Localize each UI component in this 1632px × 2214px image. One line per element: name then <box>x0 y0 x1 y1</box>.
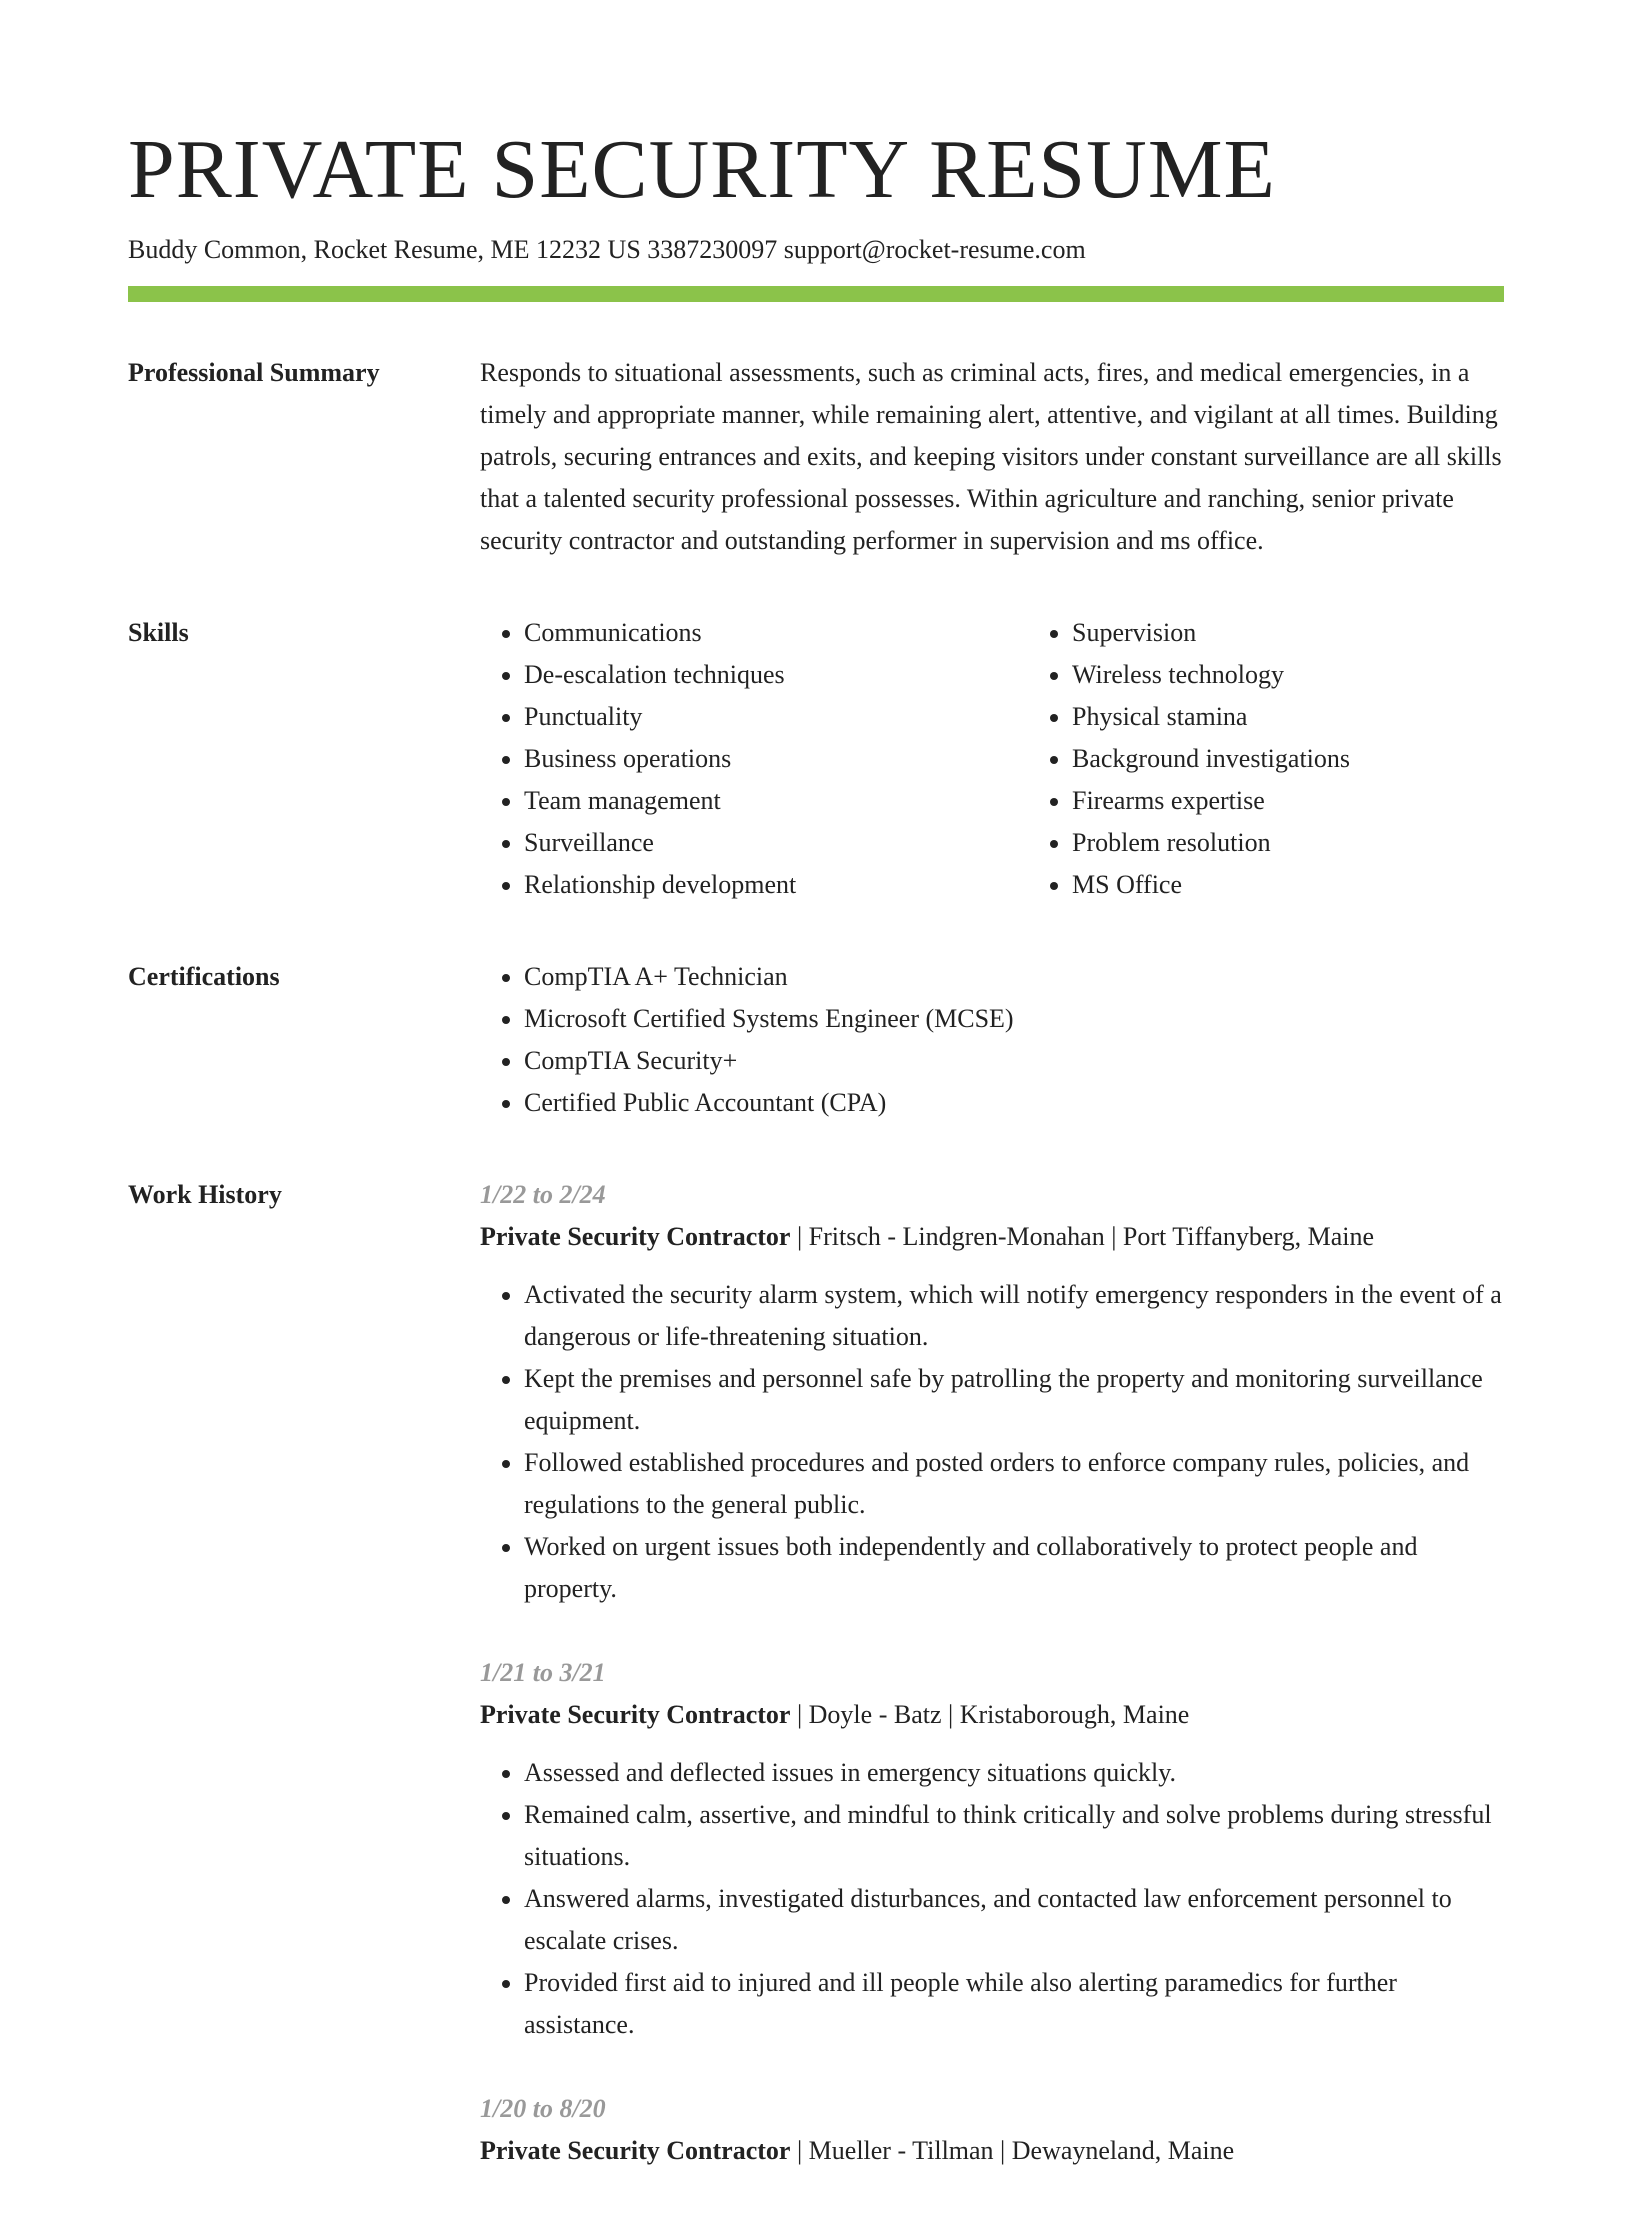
summary-section <box>128 352 1504 562</box>
job-heading <box>480 1694 1504 1736</box>
certification-item: • Certified Public Accountant (CPA) <box>524 1082 1504 1124</box>
certifications-section <box>128 956 1504 1124</box>
skill-item: • Supervision <box>1072 612 1576 654</box>
skill-item: • Surveillance <box>524 822 1028 864</box>
resume-page <box>128 0 1504 2214</box>
certification-item: • CompTIA Security+ <box>524 1040 1504 1082</box>
skills-list-right <box>1028 612 1576 906</box>
job-bullet: • Remained calm, assertive, and mindful to think critically and solve problems during stressful situations. <box>524 1794 1504 1878</box>
job-bullet: • Followed established procedures and posted orders to enforce company rules, policies, and regulations to the general public. <box>524 1442 1504 1526</box>
skill-item: • Communications <box>524 612 1028 654</box>
certifications-list <box>480 956 1504 1124</box>
skill-item: • Physical stamina <box>1072 696 1576 738</box>
skill-item: • MS Office <box>1072 864 1576 906</box>
accent-divider <box>128 286 1504 302</box>
job-dates: 1/21 to 3/21 <box>480 1658 606 1687</box>
resume-title: PRIVATE SECURITY RESUME <box>128 123 1276 216</box>
job-bullet: • Kept the premises and personnel safe by patrolling the property and monitoring surveillance equipment. <box>524 1358 1504 1442</box>
job-bullet: • Provided first aid to injured and ill people while also alerting paramedics for further assistance. <box>524 1962 1504 2046</box>
skill-item: • Business operations <box>524 738 1028 780</box>
job-bullet: • Activated the security alarm system, which will notify emergency responders in the event of a dangerous or life-threatening situation. <box>524 1274 1504 1358</box>
contact-line: Buddy Common, Rocket Resume, ME 12232 US 3387230097 support@rocket-resume.com <box>128 235 1086 264</box>
job-dates: 1/22 to 2/24 <box>480 1180 606 1209</box>
certification-item: • Microsoft Certified Systems Engineer (MCSE) <box>524 998 1504 1040</box>
job-bullets <box>480 1752 1504 2046</box>
job-entry <box>480 1174 1504 1610</box>
job-title: Private Security Contractor <box>480 1222 791 1251</box>
summary-text: Responds to situational assessments, such as criminal acts, fires, and medical emergencies, in a timely and appropriate manner, while remaining alert, attentive, and vigilant at all times. Building patrols, securing entrances and exits, and keeping visitors under constant surveillance are all skills that a talented security professional possesses. Within agriculture and ranching, senior private security contractor and outstanding performer in supervision and ms office. <box>480 358 1502 555</box>
work-history-section <box>128 1174 1504 2214</box>
job-bullets <box>480 1274 1504 1610</box>
job-entry <box>480 2088 1504 2172</box>
section-label-certifications: Certifications <box>128 962 280 991</box>
job-bullet: • Answered alarms, investigated disturbances, and contacted law enforcement personnel to escalate crises. <box>524 1878 1504 1962</box>
skill-item: • Relationship development <box>524 864 1028 906</box>
section-label-work-history: Work History <box>128 1180 282 1209</box>
skill-item: • Punctuality <box>524 696 1028 738</box>
skill-item: • Problem resolution <box>1072 822 1576 864</box>
job-employer-location: | Mueller - Tillman | Dewayneland, Maine <box>790 2136 1235 2165</box>
skill-item: • Background investigations <box>1072 738 1576 780</box>
job-dates: 1/20 to 8/20 <box>480 2094 606 2123</box>
job-employer-location: | Fritsch - Lindgren-Monahan | Port Tiffanyberg, Maine <box>790 1222 1375 1251</box>
job-title: Private Security Contractor <box>480 2136 791 2165</box>
skill-item: • Wireless technology <box>1072 654 1576 696</box>
section-label-summary: Professional Summary <box>128 358 380 387</box>
job-entry <box>480 1652 1504 2046</box>
skills-section <box>128 612 1504 906</box>
job-heading <box>480 2130 1504 2172</box>
certification-item: • CompTIA A+ Technician <box>524 956 1504 998</box>
section-label-skills: Skills <box>128 618 189 647</box>
job-bullet: • Assessed and deflected issues in emergency situations quickly. <box>524 1752 1504 1794</box>
skill-item: • De-escalation techniques <box>524 654 1028 696</box>
skill-item: • Firearms expertise <box>1072 780 1576 822</box>
skills-list-left <box>480 612 1028 906</box>
job-title: Private Security Contractor <box>480 1700 791 1729</box>
skill-item: • Team management <box>524 780 1028 822</box>
job-heading <box>480 1216 1504 1258</box>
job-bullet: • Worked on urgent issues both independently and collaboratively to protect people and property. <box>524 1526 1504 1610</box>
job-employer-location: | Doyle - Batz | Kristaborough, Maine <box>790 1700 1190 1729</box>
